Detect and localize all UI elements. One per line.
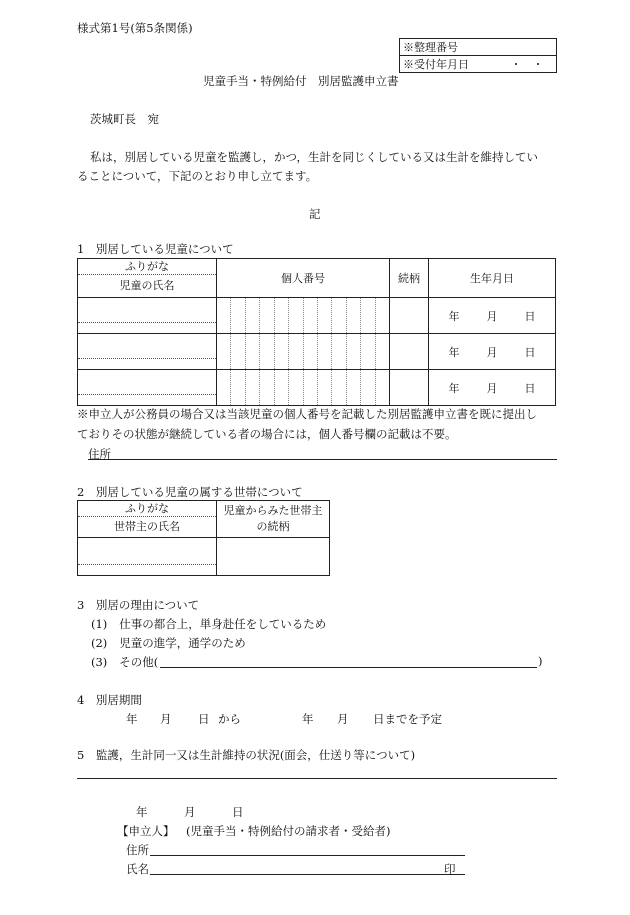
- birthdate-cell[interactable]: 年 月 日: [429, 298, 556, 334]
- applicant-name-line[interactable]: [150, 874, 465, 875]
- receipt-date-dots: ・ ・: [510, 58, 544, 71]
- period-end-year: 年: [302, 712, 314, 726]
- child-name-label: 児童の氏名: [119, 278, 175, 292]
- householder-name-label: 世帯主の氏名: [114, 520, 180, 533]
- reason-item-3[interactable]: (3) その他(: [91, 655, 159, 669]
- section1-heading: 1 別居している児童について: [77, 242, 234, 256]
- period-start-month: 月: [160, 712, 172, 726]
- period-end-month: 月: [337, 712, 349, 726]
- birthdate-cell[interactable]: 年 月 日: [429, 334, 556, 370]
- child-name-header: [78, 259, 217, 298]
- section5-heading: 5 監護，生計同一又は生計維持の状況(面会，仕送り等について): [77, 748, 416, 762]
- household-table: [77, 500, 330, 576]
- child-address-label: 住所: [88, 447, 111, 461]
- situation-line[interactable]: [77, 778, 557, 779]
- section4-heading: 4 別居期間: [77, 693, 142, 707]
- personal-number-cell[interactable]: [217, 334, 390, 370]
- applicant-label: 【申立人】: [117, 824, 175, 838]
- receipt-date-field: [400, 56, 557, 73]
- child-furigana-label: ふりがな: [78, 260, 216, 275]
- householder-relation-label-2: の続柄: [256, 520, 290, 533]
- householder-relation-label-1: 児童からみた世帯主: [223, 504, 323, 517]
- other-reason-line[interactable]: [160, 667, 537, 668]
- period-start-day: 日: [198, 712, 210, 726]
- personal-number-cell[interactable]: [217, 298, 390, 334]
- child-name-cell[interactable]: [78, 298, 217, 334]
- period-start-year: 年: [126, 712, 138, 726]
- child-name-cell[interactable]: [78, 370, 217, 406]
- personal-number-header: 個人番号: [217, 259, 390, 298]
- householder-name-cell[interactable]: [78, 538, 217, 576]
- intro-line-1: 私は，別居している児童を監護し，かつ，生計を同じくしている又は生計を維持してい: [90, 150, 539, 164]
- relation-cell[interactable]: [390, 334, 429, 370]
- other-reason-close: ): [538, 654, 543, 668]
- period-end-suffix: 日までを予定: [373, 712, 442, 726]
- householder-relation-header: [217, 501, 330, 538]
- reason-item-2[interactable]: (2) 児童の進学，通学のため: [91, 636, 246, 650]
- section2-heading: 2 別居している児童の属する世帯について: [77, 485, 303, 499]
- section3-heading: 3 別居の理由について: [77, 598, 200, 612]
- ki-marker: 記: [309, 207, 321, 221]
- receipt-date-label: ※受付年月日: [403, 58, 469, 71]
- seal-mark: 印: [444, 862, 456, 876]
- period-from: から: [218, 712, 241, 726]
- applicant-note: (児童手当・特例給付の請求者・受給者): [186, 824, 391, 838]
- intro-line-2: ることについて，下記のとおり申し立てます。: [77, 169, 318, 183]
- children-table: [77, 258, 556, 406]
- birthdate-header: 生年月日: [429, 259, 556, 298]
- applicant-name-label: 氏名: [126, 862, 149, 876]
- addressee: 茨城町長 宛: [90, 112, 159, 126]
- householder-furigana-label: ふりがな: [78, 501, 216, 517]
- relation-header: 続柄: [390, 259, 429, 298]
- table-row: [78, 334, 556, 370]
- number-note-line-2: ておりその状態が継続している者の場合には，個人番号欄の記載は不要。: [77, 427, 457, 441]
- page-title: 児童手当・特例給付 別居監護申立書: [203, 74, 399, 88]
- number-note-line-1: ※申立人が公務員の場合又は当該児童の個人番号を記載した別居監護申立書を既に提出し: [77, 407, 537, 421]
- applicant-address-label: 住所: [126, 843, 149, 857]
- date-year: 年: [136, 805, 148, 819]
- reference-number-label: ※整理番号: [400, 39, 557, 56]
- personal-number-cell[interactable]: [217, 370, 390, 406]
- date-month: 月: [184, 805, 196, 819]
- reason-item-1[interactable]: (1) 仕事の都合上，単身赴任をしているため: [91, 617, 327, 631]
- child-address-line[interactable]: [88, 459, 557, 460]
- child-name-cell[interactable]: [78, 334, 217, 370]
- relation-cell[interactable]: [390, 298, 429, 334]
- form-label: 様式第1号(第5条関係): [77, 21, 193, 35]
- applicant-address-line[interactable]: [150, 855, 465, 856]
- table-row: [78, 370, 556, 406]
- relation-cell[interactable]: [390, 370, 429, 406]
- birthdate-cell[interactable]: 年 月 日: [429, 370, 556, 406]
- householder-relation-cell[interactable]: [217, 538, 330, 576]
- office-use-box: [399, 38, 557, 73]
- table-row: [78, 298, 556, 334]
- householder-name-header: [78, 501, 217, 538]
- date-day: 日: [232, 805, 244, 819]
